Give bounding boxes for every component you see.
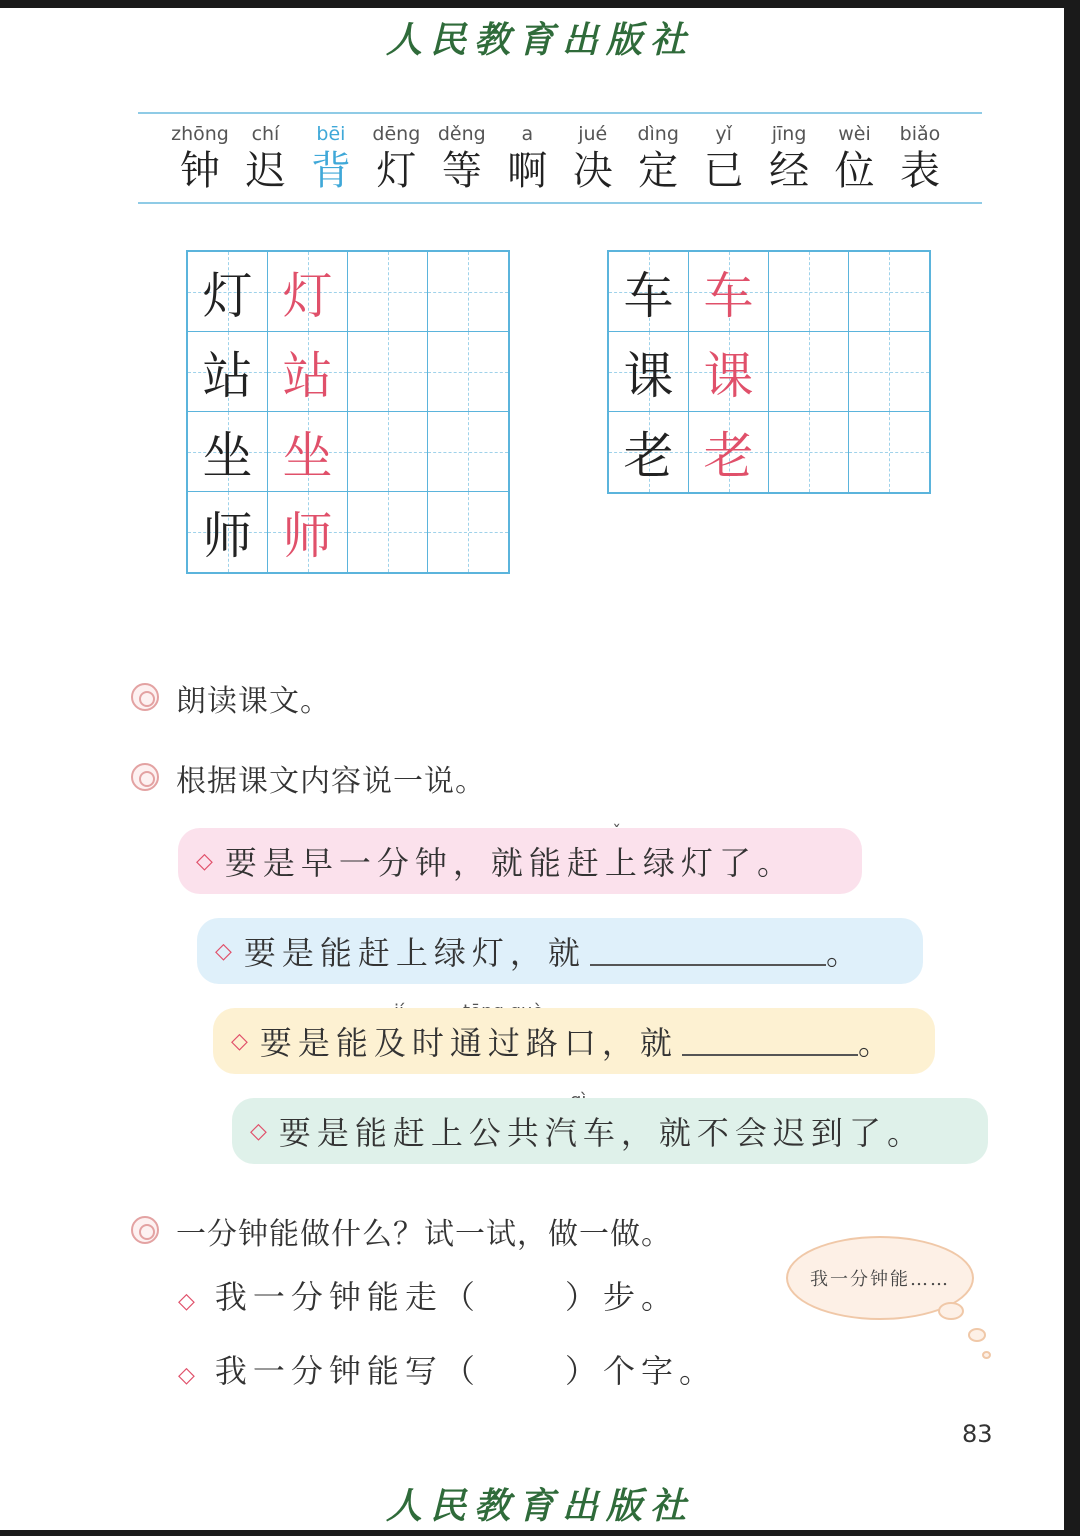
vocab-pinyin: a xyxy=(521,123,534,145)
vocab-pinyin: jué xyxy=(578,123,608,145)
bubble-dot xyxy=(968,1328,986,1342)
vocab-pinyin: biǎo xyxy=(899,123,941,145)
vocab-item xyxy=(170,120,230,196)
activity-write-start: 我一分钟能写（ xyxy=(214,1352,481,1390)
model-character: 师 xyxy=(202,507,253,565)
sentence-text: 要是早一分钟，就能赶上绿灯了 xyxy=(224,844,757,882)
trace-character: 师 xyxy=(282,507,333,565)
trace-character: 老 xyxy=(703,427,754,485)
vocab-pinyin: dìng xyxy=(637,123,679,145)
sentence-end: 。 xyxy=(886,1114,925,1152)
vocab-pinyin: yǐ xyxy=(715,123,732,145)
section-icon xyxy=(131,1216,159,1244)
model-character: 站 xyxy=(202,346,253,405)
vocab-item xyxy=(235,120,295,196)
diamond-icon: ◇ xyxy=(231,1028,248,1054)
grid-cell[interactable] xyxy=(348,492,428,572)
vocab-character: 表 xyxy=(899,148,940,194)
model-character: 车 xyxy=(623,266,674,325)
grid-cell xyxy=(188,252,268,332)
grid-cell xyxy=(268,412,348,492)
grid-cell xyxy=(689,252,769,332)
vocab-item xyxy=(890,120,950,196)
trace-character: 站 xyxy=(282,346,333,405)
vocab-character: 啊 xyxy=(507,148,548,194)
thought-bubble: 我一分钟能…… xyxy=(786,1236,974,1320)
diamond-icon: ◇ xyxy=(178,1363,195,1388)
top-border xyxy=(0,0,1080,8)
model-character: 坐 xyxy=(202,426,253,485)
grid-cell[interactable] xyxy=(849,332,929,412)
grid-cell xyxy=(609,332,689,412)
section-try-it: 一分钟能做什么？试一试，做一做。 xyxy=(176,1217,672,1252)
vocab-character: 位 xyxy=(834,148,875,194)
model-character: 课 xyxy=(623,346,674,405)
activity-write-end: ）个字。 xyxy=(564,1352,717,1390)
vocab-pinyin: wèi xyxy=(838,123,871,145)
publisher-watermark-bottom: 人民教育出版社 xyxy=(385,1485,694,1527)
activity-walk-end: ）步。 xyxy=(564,1278,679,1316)
vocab-item xyxy=(432,120,492,196)
activity-walk xyxy=(178,1272,679,1318)
fill-blank[interactable] xyxy=(682,1026,858,1056)
grid-cell xyxy=(609,252,689,332)
grid-cell[interactable] xyxy=(769,412,849,492)
vocab-character: 钟 xyxy=(180,148,220,194)
sentence-end: 。 xyxy=(857,1024,896,1062)
vocab-item xyxy=(694,120,754,196)
grid-cell[interactable] xyxy=(769,332,849,412)
vocab-pinyin: jīng xyxy=(771,123,807,145)
grid-cell[interactable] xyxy=(849,412,929,492)
diamond-icon: ◇ xyxy=(250,1118,267,1144)
vocab-pinyin: dēng xyxy=(372,123,421,145)
vocab-pinyin: bēi xyxy=(316,123,346,145)
sentence-band-4 xyxy=(232,1098,988,1164)
grid-cell xyxy=(689,332,769,412)
sentence-text: 要是能赶上绿灯，就 xyxy=(243,934,586,972)
grid-cell xyxy=(609,412,689,492)
vocab-character: 等 xyxy=(441,148,482,194)
sentence-end: 。 xyxy=(756,844,795,882)
vocab-character: 决 xyxy=(572,148,613,194)
vocab-item xyxy=(759,120,819,196)
grid-cell[interactable] xyxy=(428,252,508,332)
vocab-item xyxy=(628,120,688,196)
right-border xyxy=(1064,0,1080,1536)
vocab-character: 灯 xyxy=(376,148,417,194)
grid-cell xyxy=(188,412,268,492)
grid-cell[interactable] xyxy=(769,252,849,332)
diamond-icon: ◇ xyxy=(196,848,213,874)
sentence-text: 要是能及时通过路口，就 xyxy=(259,1024,678,1062)
vocab-character: 经 xyxy=(769,148,810,194)
grid-cell xyxy=(268,332,348,412)
writing-grid-right xyxy=(607,250,931,494)
vocab-top-rule xyxy=(138,112,982,114)
section-read-aloud: 朗读课文。 xyxy=(176,684,331,719)
grid-cell[interactable] xyxy=(428,412,508,492)
vocab-character: 定 xyxy=(638,148,679,194)
grid-cell[interactable] xyxy=(428,332,508,412)
diamond-icon: ◇ xyxy=(215,938,232,964)
trace-character: 车 xyxy=(703,266,754,325)
vocab-pinyin: zhōng xyxy=(171,123,229,145)
grid-cell xyxy=(689,412,769,492)
vocab-item xyxy=(301,120,361,196)
page-number: 83 xyxy=(962,1420,993,1448)
section-icon xyxy=(131,683,159,711)
activity-write xyxy=(178,1346,717,1392)
grid-cell[interactable] xyxy=(849,252,929,332)
vocab-item xyxy=(366,120,426,196)
vocab-strip xyxy=(170,120,950,196)
sentence-band-3 xyxy=(213,1008,935,1074)
writing-grid-left xyxy=(186,250,510,574)
publisher-watermark-top: 人民教育出版社 xyxy=(385,19,694,61)
vocab-pinyin: děng xyxy=(437,123,486,145)
vocab-pinyin: chí xyxy=(251,123,280,145)
bubble-dot xyxy=(938,1302,964,1320)
activity-walk-start: 我一分钟能走（ xyxy=(214,1278,481,1316)
grid-cell[interactable] xyxy=(348,252,428,332)
diamond-icon: ◇ xyxy=(178,1289,195,1314)
sentence-end: 。 xyxy=(825,934,864,972)
vocab-item xyxy=(563,120,623,196)
vocab-character: 背 xyxy=(310,148,351,194)
section-icon xyxy=(131,763,159,791)
bottom-border xyxy=(0,1530,1080,1536)
grid-cell xyxy=(188,492,268,572)
vocab-item xyxy=(497,120,557,196)
grid-cell xyxy=(268,492,348,572)
sentence-band-1 xyxy=(178,828,862,894)
vocab-character: 迟 xyxy=(245,148,286,194)
vocab-item xyxy=(825,120,885,196)
sentence-band-2 xyxy=(197,918,923,984)
section-talk: 根据课文内容说一说。 xyxy=(176,764,486,799)
trace-character: 灯 xyxy=(282,266,333,325)
trace-character: 坐 xyxy=(282,426,333,485)
grid-cell[interactable] xyxy=(428,492,508,572)
grid-cell xyxy=(268,252,348,332)
model-character: 灯 xyxy=(202,266,253,325)
fill-blank[interactable] xyxy=(590,936,826,966)
vocab-bottom-rule xyxy=(138,202,982,204)
grid-cell[interactable] xyxy=(348,412,428,492)
vocab-character: 已 xyxy=(703,148,744,194)
grid-cell[interactable] xyxy=(348,332,428,412)
trace-character: 课 xyxy=(703,346,754,405)
model-character: 老 xyxy=(623,427,674,485)
grid-cell xyxy=(188,332,268,412)
bubble-dot xyxy=(982,1351,991,1359)
sentence-text: 要是能赶上公共汽车，就不会迟到了 xyxy=(278,1114,887,1152)
